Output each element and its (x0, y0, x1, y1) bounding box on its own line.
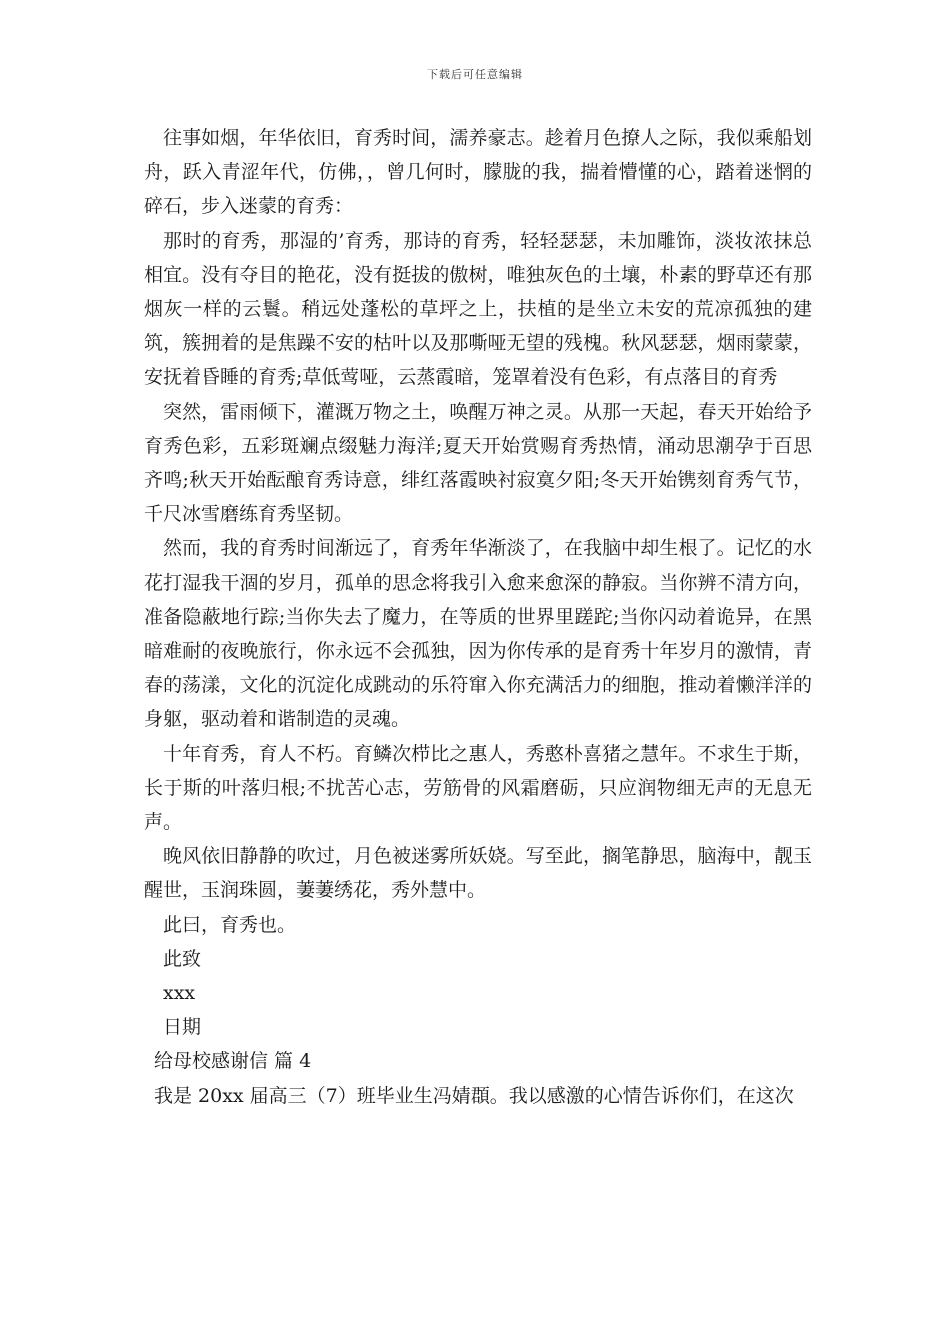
paragraph-1: 往事如烟，年华依旧，育秀时间，濡养豪志。趁着月色撩人之际，我似乘船划舟，跃入青涩年代，仿佛，，曾几何时，朦胧的我，揣着懵懂的心，踏着迷惘的碎石，步入迷蒙的育秀： (144, 127, 812, 218)
document-body (144, 121, 812, 1113)
section-heading: 给母校感谢信 篇 4 (154, 1050, 312, 1073)
signature-line: xxx (163, 982, 196, 1005)
closing-line: 此曰，育秀也。 (163, 913, 297, 936)
paragraph-6: 晚风依旧静静的吹过，月色被迷雾所妖娆。写至此，搁笔静思，脑海中，靓玉醒世，玉润珠圆，萋萋绣花，秀外慧中。 (144, 845, 812, 902)
header-note: 下载后可任意编辑 (427, 68, 523, 81)
paragraph-2: 那时的育秀，那湿的’育秀，那诗的育秀，轻轻瑟瑟，未加雕饰，淡妆浓抹总相宜。没有夺目的艳花，没有挺拔的傲树，唯独灰色的土壤，朴素的野草还有那烟灰一样的云鬟。稍远处蓬松的草坪之上，扶植的是坐立未安的荒凉孤独的建筑，簇拥着的是焦躁不安的枯叶以及那嘶哑无望的残槐。秋风瑟瑟，烟雨蒙蒙，安抚着昏睡的育秀;草低莺哑，云蒸霞暗，笼罩着没有色彩，有点落目的育秀 (144, 229, 812, 389)
salutation-line: 此致 (163, 947, 202, 970)
paragraph-3: 突然，雷雨倾下，灌溉万物之土，唤醒万神之灵。从那一天起，春天开始给予育秀色彩，五彩斑斓点缀魅力海洋;夏天开始赏赐育秀热情，涌动思潮孕于百思齐鸣;秋天开始酝酿育秀诗意，绯红落霞映衬寂寞夕阳;冬天开始镌刻育秀气节，千尺冰雪磨练育秀坚韧。 (144, 400, 812, 526)
date-line: 日期 (163, 1016, 202, 1039)
paragraph-5: 十年育秀，育人不朽。育鳞次栉比之惠人，秀憨朴喜猪之慧年。不求生于斯，长于斯的叶落归根;不扰苦心志，劳筋骨的风霜磨砺，只应润物细无声的无息无声。 (144, 742, 812, 834)
paragraph-4: 然而，我的育秀时间渐远了，育秀年华渐淡了，在我脑中却生根了。记忆的水花打湿我干涸的岁月，孤单的思念将我引入愈来愈深的静寂。当你辨不清方向，准备隐蔽地行踪;当你失去了魔力，在等质的世界里蹉跎;当你闪动着诡异，在黑暗难耐的夜晚旅行，你永远不会孤独，因为你传承的是育秀十年岁月的激情，青春的荡漾，文化的沉淀化成跳动的乐符窜入你充满活力的细胞，推动着懒洋洋的身躯，驱动着和谐制造的灵魂。 (144, 537, 812, 731)
next-letter-intro: 我是 20xx 届高三（7）班毕业生冯婧頵。我以感激的心情告诉你们，在这次 (154, 1084, 794, 1107)
